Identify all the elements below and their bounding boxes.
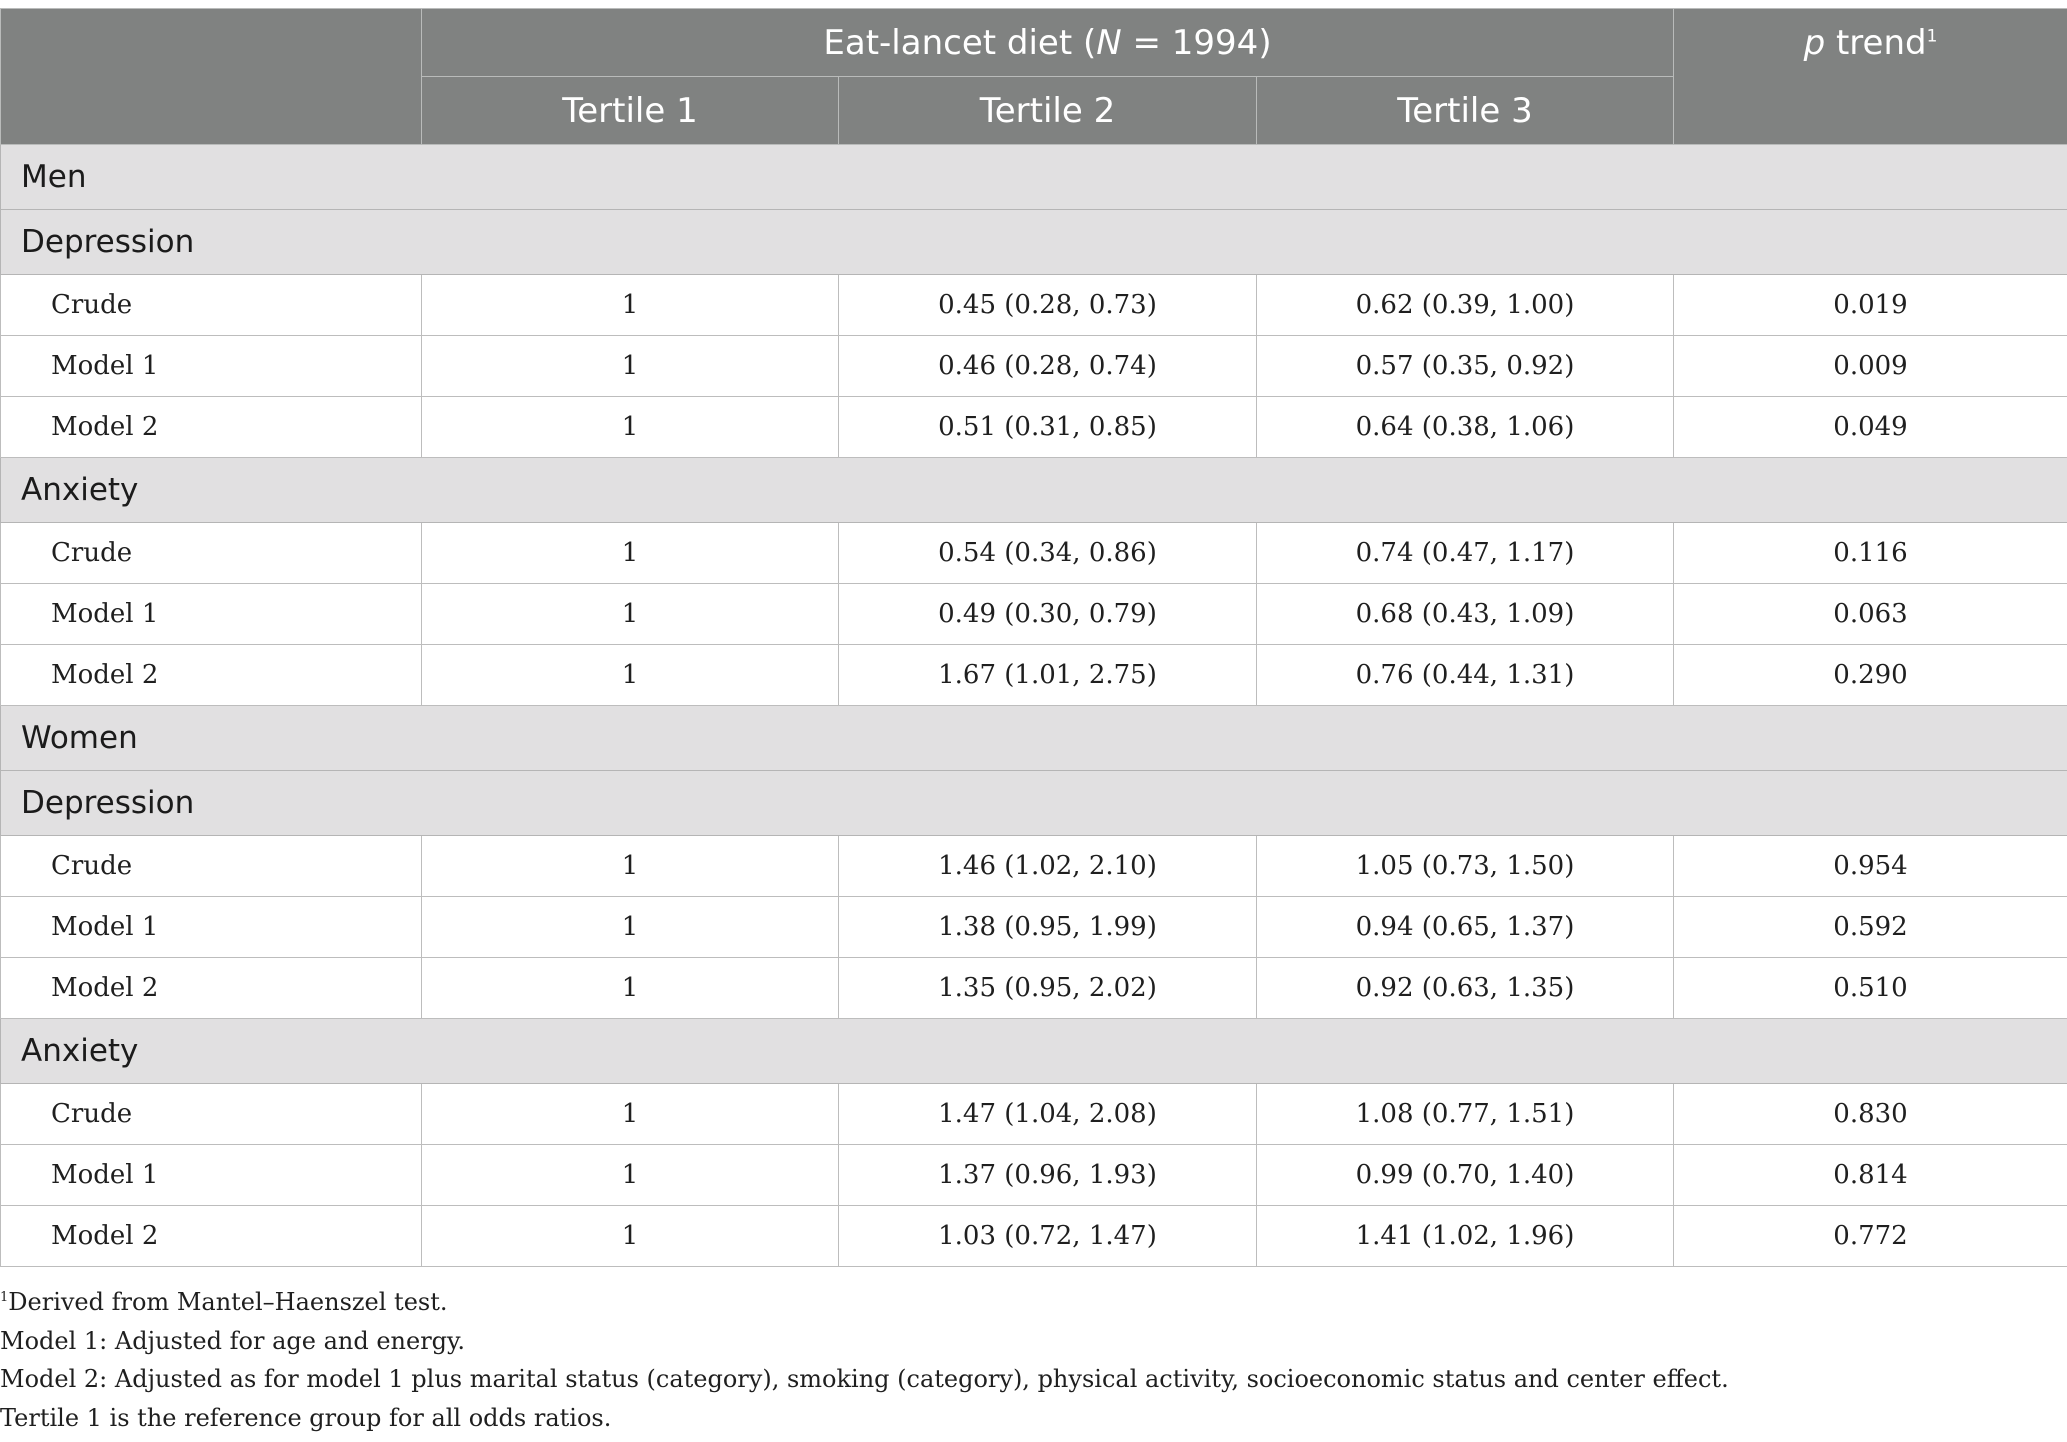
cell-tertile-1: 1	[422, 897, 839, 958]
cell-p-trend: 0.510	[1674, 958, 2067, 1019]
table-row	[1, 336, 2067, 397]
table-row	[1, 1145, 2067, 1206]
header-tertile-3: Tertile 3	[1257, 77, 1674, 145]
cell-tertile-1: 1	[422, 1145, 839, 1206]
row-model-label: Model 2	[1, 397, 422, 458]
table-row	[1, 523, 2067, 584]
cell-tertile-1: 1	[422, 1206, 839, 1267]
ptrend-footnote-mark: 1	[1926, 26, 1938, 47]
table-row	[1, 397, 2067, 458]
cell-tertile-2: 0.54 (0.34, 0.86)	[839, 523, 1257, 584]
cell-tertile-2: 1.03 (0.72, 1.47)	[839, 1206, 1257, 1267]
cell-p-trend: 0.954	[1674, 836, 2067, 897]
subgroup-row-men-depression: Depression	[1, 210, 2067, 275]
cell-tertile-3: 0.76 (0.44, 1.31)	[1257, 645, 1674, 706]
footnote-model-2: Model 2: Adjusted as for model 1 plus marital status (category), smoking (category), physical activity, socioeconomic status and center effect.	[0, 1365, 1729, 1393]
cell-tertile-3: 0.74 (0.47, 1.17)	[1257, 523, 1674, 584]
subgroup-row-women-depression: Depression	[1, 771, 2067, 836]
cell-tertile-1: 1	[422, 958, 839, 1019]
cell-tertile-3: 1.41 (1.02, 1.96)	[1257, 1206, 1674, 1267]
row-model-label: Model 2	[1, 1206, 422, 1267]
table-row	[1, 836, 2067, 897]
table-row	[1, 275, 2067, 336]
cell-tertile-2: 1.37 (0.96, 1.93)	[839, 1145, 1257, 1206]
subgroup-row-women-anxiety: Anxiety	[1, 1019, 2067, 1084]
row-model-label: Crude	[1, 523, 422, 584]
group-row-women: Women	[1, 706, 2067, 771]
table-header	[1, 9, 2067, 145]
cell-tertile-3: 0.99 (0.70, 1.40)	[1257, 1145, 1674, 1206]
table-row	[1, 645, 2067, 706]
cell-p-trend: 0.772	[1674, 1206, 2067, 1267]
header-empty-cell	[1, 9, 422, 145]
row-model-label: Model 1	[1, 1145, 422, 1206]
row-model-label: Crude	[1, 275, 422, 336]
ptrend-italic: p	[1803, 23, 1826, 63]
table-row	[1, 1084, 2067, 1145]
row-model-label: Model 1	[1, 897, 422, 958]
row-model-label: Model 2	[1, 958, 422, 1019]
cell-p-trend: 0.830	[1674, 1084, 2067, 1145]
cell-p-trend: 0.592	[1674, 897, 2067, 958]
header-group-eat-lancet	[422, 9, 1674, 77]
results-table-container	[0, 8, 2067, 1437]
cell-tertile-1: 1	[422, 1084, 839, 1145]
cell-tertile-2: 1.46 (1.02, 2.10)	[839, 836, 1257, 897]
group-label-text: Eat-lancet diet (	[823, 22, 1097, 63]
cell-tertile-2: 1.38 (0.95, 1.99)	[839, 897, 1257, 958]
cell-tertile-3: 0.92 (0.63, 1.35)	[1257, 958, 1674, 1019]
footnote-1-mark: 1	[0, 1290, 9, 1305]
footnote-1-text: Derived from Mantel–Haenszel test.	[8, 1288, 448, 1316]
row-model-label: Model 2	[1, 645, 422, 706]
cell-tertile-2: 1.47 (1.04, 2.08)	[839, 1084, 1257, 1145]
cell-tertile-2: 0.45 (0.28, 0.73)	[839, 275, 1257, 336]
footnote-model-1: Model 1: Adjusted for age and energy.	[0, 1326, 466, 1355]
cell-tertile-2: 0.51 (0.31, 0.85)	[839, 397, 1257, 458]
cell-p-trend: 0.019	[1674, 275, 2067, 336]
footnote-1	[0, 1279, 2067, 1322]
header-tertile-1: Tertile 1	[422, 77, 839, 145]
table-footnotes	[0, 1279, 2067, 1437]
row-model-label: Model 1	[1, 584, 422, 645]
table-row	[1, 958, 2067, 1019]
header-tertile-2: Tertile 2	[839, 77, 1257, 145]
cell-tertile-1: 1	[422, 397, 839, 458]
cell-tertile-1: 1	[422, 275, 839, 336]
cell-tertile-2: 1.35 (0.95, 2.02)	[839, 958, 1257, 1019]
cell-p-trend: 0.116	[1674, 523, 2067, 584]
cell-tertile-1: 1	[422, 836, 839, 897]
group-row-men: Men	[1, 145, 2067, 210]
cell-tertile-3: 0.62 (0.39, 1.00)	[1257, 275, 1674, 336]
cell-tertile-3: 0.64 (0.38, 1.06)	[1257, 397, 1674, 458]
table-row	[1, 1206, 2067, 1267]
table-body	[1, 145, 2067, 1267]
group-n-rest: = 1994)	[1121, 22, 1272, 63]
group-n-italic: N	[1096, 22, 1122, 63]
cell-p-trend: 0.009	[1674, 336, 2067, 397]
cell-tertile-2: 1.67 (1.01, 2.75)	[839, 645, 1257, 706]
cell-tertile-2: 0.49 (0.30, 0.79)	[839, 584, 1257, 645]
header-p-trend	[1674, 9, 2067, 145]
ptrend-rest: trend	[1825, 23, 1927, 63]
row-model-label: Model 1	[1, 336, 422, 397]
cell-tertile-3: 0.57 (0.35, 0.92)	[1257, 336, 1674, 397]
row-model-label: Crude	[1, 836, 422, 897]
cell-p-trend: 0.063	[1674, 584, 2067, 645]
table-row	[1, 897, 2067, 958]
table-row	[1, 584, 2067, 645]
cell-tertile-2: 0.46 (0.28, 0.74)	[839, 336, 1257, 397]
cell-tertile-3: 0.68 (0.43, 1.09)	[1257, 584, 1674, 645]
cell-tertile-1: 1	[422, 523, 839, 584]
cell-tertile-3: 1.08 (0.77, 1.51)	[1257, 1084, 1674, 1145]
cell-p-trend: 0.814	[1674, 1145, 2067, 1206]
cell-p-trend: 0.049	[1674, 397, 2067, 458]
cell-tertile-1: 1	[422, 584, 839, 645]
results-table	[0, 8, 2067, 1267]
footnote-reference-group: Tertile 1 is the reference group for all odds ratios.	[0, 1403, 612, 1432]
cell-tertile-3: 1.05 (0.73, 1.50)	[1257, 836, 1674, 897]
cell-tertile-1: 1	[422, 336, 839, 397]
row-model-label: Crude	[1, 1084, 422, 1145]
cell-tertile-3: 0.94 (0.65, 1.37)	[1257, 897, 1674, 958]
cell-tertile-1: 1	[422, 645, 839, 706]
cell-p-trend: 0.290	[1674, 645, 2067, 706]
subgroup-row-men-anxiety: Anxiety	[1, 458, 2067, 523]
